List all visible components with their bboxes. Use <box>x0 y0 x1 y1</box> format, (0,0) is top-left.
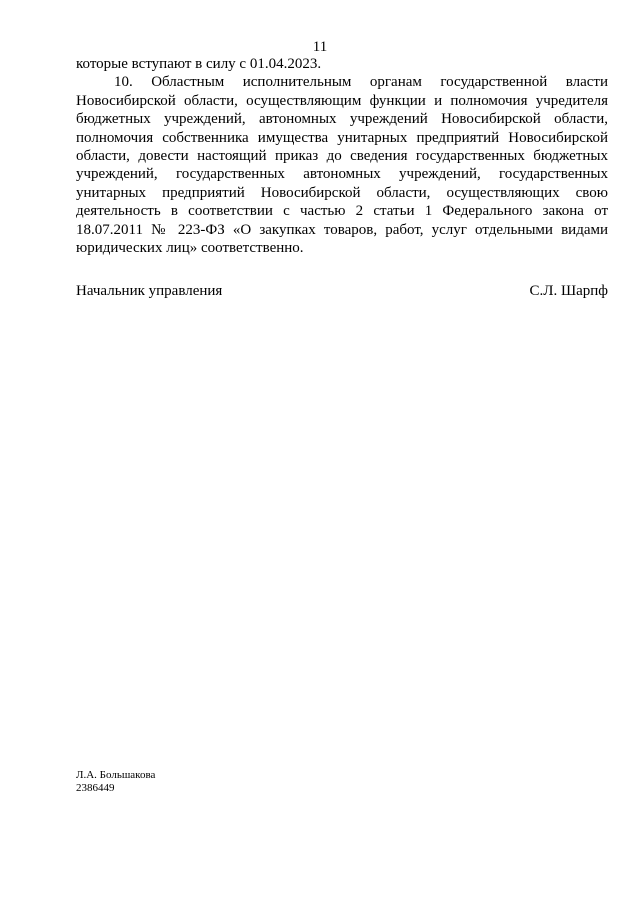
paragraph-item-10: 10. Областным исполнительным органам государственной власти Новосибирской области, осуществляющим функции и полномочия учредителя бюджетных учреждений, автономных учреждений Новосибирской области, полномочия собственника имущества унитарных предприятий Новосибирской области, довести настоящий приказ до сведения государственных бюджетных учреждений, государственных автономных учреждений, государственных унитарных предприятий Новосибирской области, осуществляющих свою деятельность в соответствии с частью 2 статьи 1 Федерального закона от 18.07.2011 № 223-ФЗ «О закупках товаров, работ, услуг отдельными видами юридических лиц» соответственно. <box>76 74 608 257</box>
paragraph-continuation: которые вступают в силу с 01.04.2023. <box>76 56 322 72</box>
document-body <box>76 55 608 257</box>
signatory-name: С.Л. Шарпф <box>529 283 608 299</box>
signatory-position: Начальник управления <box>76 283 223 299</box>
page-number: 11 <box>312 39 328 55</box>
executor-name: Л.А. Большакова <box>76 769 156 781</box>
executor-phone: 2386449 <box>76 782 115 794</box>
executor-footer <box>76 769 155 795</box>
signature-block <box>76 282 608 300</box>
